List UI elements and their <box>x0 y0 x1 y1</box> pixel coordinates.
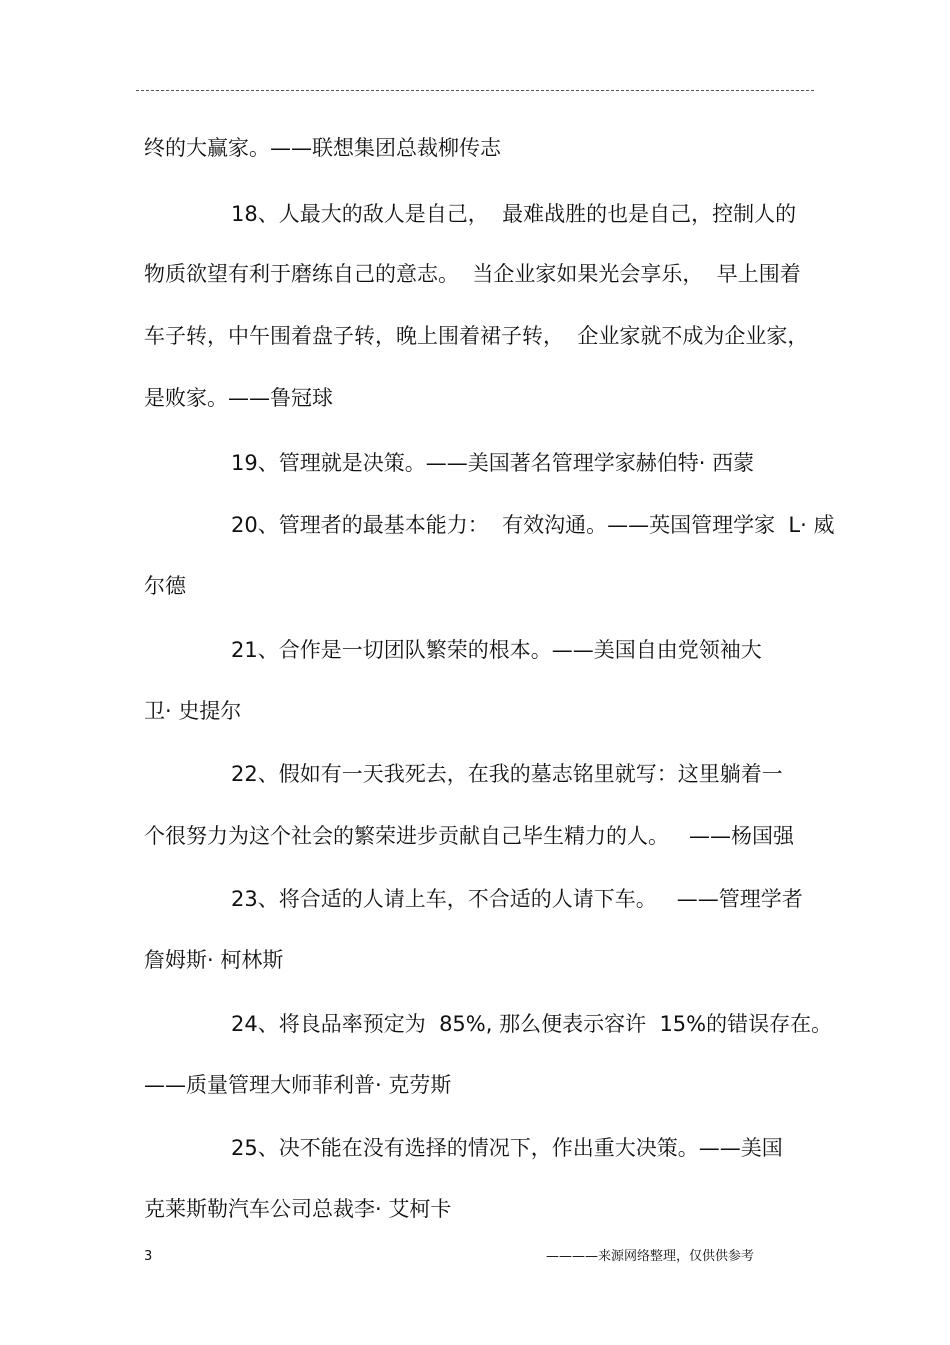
quote-18-line-3: 车子转，中午围着盘子转，晚上围着裙子转， 企业家就不成为企业家， <box>144 324 809 348</box>
quote-23-line-2: 詹姆斯· 柯林斯 <box>144 948 284 972</box>
quote-24-line-2: ——质量管理大师菲利普· 克劳斯 <box>144 1073 452 1097</box>
page-number: 3 <box>144 1249 153 1264</box>
quote-20-line-1: 20、管理者的最基本能力： 有效沟通。——英国管理学家 L· 威 <box>231 513 835 537</box>
quote-21-line-2: 卫· 史提尔 <box>144 699 242 723</box>
quote-25-line-1: 25、决不能在没有选择的情况下，作出重大决策。——美国 <box>231 1136 783 1160</box>
header-rule <box>136 90 814 91</box>
quote-18-line-4: 是败家。——鲁冠球 <box>144 386 333 410</box>
quote-23-line-1: 23、将合适的人请上车，不合适的人请下车。 ——管理学者 <box>231 887 803 911</box>
source-note: ————来源网络整理，仅供供参考 <box>546 1249 755 1264</box>
quote-22-line-1: 22、假如有一天我死去，在我的墓志铭里就写：这里躺着一 <box>231 762 783 786</box>
quote-20-line-2: 尔德 <box>144 574 186 598</box>
text-line-1: 终的大赢家。——联想集团总裁柳传志 <box>144 136 501 160</box>
quote-25-line-2: 克莱斯勒汽车公司总裁李· 艾柯卡 <box>144 1197 452 1221</box>
quote-21-line-1: 21、合作是一切团队繁荣的根本。——美国自由党领袖大 <box>231 638 762 662</box>
quote-19-line-1: 19、管理就是决策。——美国著名管理学家赫伯特· 西蒙 <box>231 451 755 475</box>
quote-24-line-1: 24、将良品率预定为 85%, 那么便表示容许 15%的错误存在。 <box>231 1012 833 1036</box>
quote-18-line-2: 物质欲望有利于磨练自己的意志。 当企业家如果光会享乐， 早上围着 <box>144 262 801 286</box>
quote-18-line-1: 18、人最大的敌人是自己， 最难战胜的也是自己，控制人的 <box>231 202 797 226</box>
quote-22-line-2: 个很努力为这个社会的繁荣进步贡献自己毕生精力的人。 ——杨国强 <box>144 824 795 848</box>
